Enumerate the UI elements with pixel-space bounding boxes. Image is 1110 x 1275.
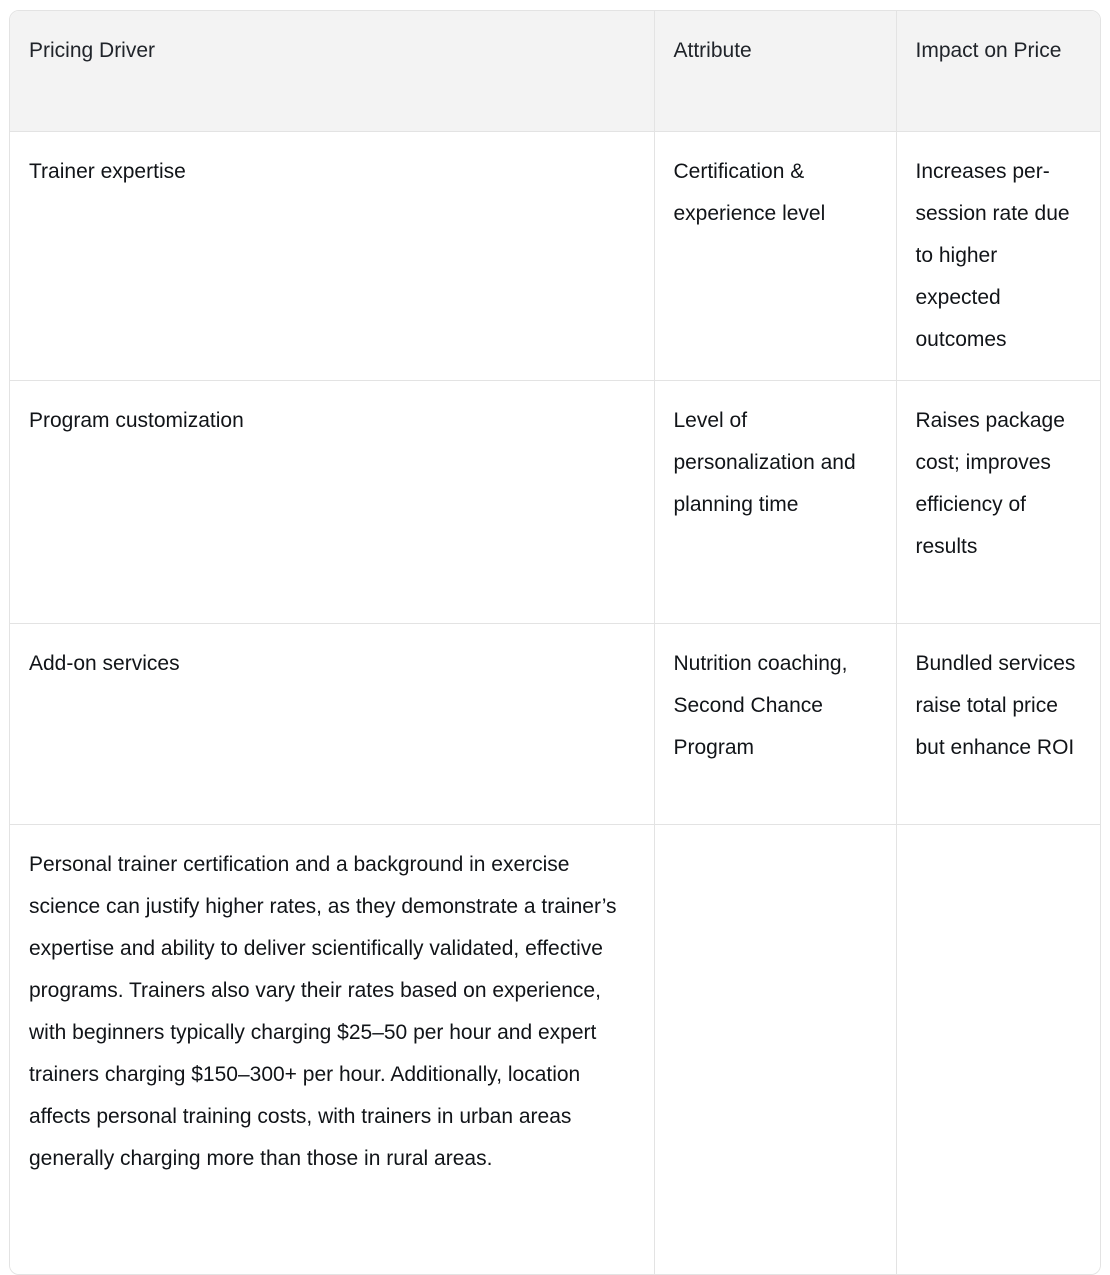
pricing-table-container <box>9 10 1101 1275</box>
table-row <box>10 623 1100 824</box>
pricing-note-text: Personal trainer certification and a background in exercise science can justify higher rates, as they demonstrate a trainer’s expertise and ability to deliver scientifically validated, effective programs. Trainers also vary their rates based on experience, with beginners typically charging $25–50 per hour and expert trainers charging $150–300+ per hour. Additionally, location affects personal training costs, with trainers in urban areas generally charging more than those in rural areas. <box>29 852 617 1170</box>
cell-pricing-driver: Trainer expertise <box>10 131 654 380</box>
table-body <box>10 131 1100 1274</box>
cell-attribute: Certification & experience level <box>654 131 896 380</box>
cell-impact-on-price <box>896 824 1100 1274</box>
table-header <box>10 11 1100 131</box>
cell-attribute: Nutrition coaching, Second Chance Program <box>654 623 896 824</box>
cell-pricing-driver: Add-on services <box>10 623 654 824</box>
cell-impact-on-price: Increases per-session rate due to higher expected outcomes <box>896 131 1100 380</box>
cell-impact-on-price: Bundled services raise total price but enhance ROI <box>896 623 1100 824</box>
cell-pricing-driver: Program customization <box>10 380 654 623</box>
cell-pricing-driver-note <box>10 824 654 1274</box>
cell-impact-on-price: Raises package cost; improves efficiency of results <box>896 380 1100 623</box>
column-header-attribute: Attribute <box>654 11 896 131</box>
column-header-impact-on-price: Impact on Price <box>896 11 1100 131</box>
table-header-row <box>10 11 1100 131</box>
cell-attribute: Level of personalization and planning time <box>654 380 896 623</box>
table-row <box>10 131 1100 380</box>
table-row <box>10 380 1100 623</box>
column-header-pricing-driver: Pricing Driver <box>10 11 654 131</box>
cell-attribute <box>654 824 896 1274</box>
table-row <box>10 824 1100 1274</box>
pricing-drivers-table <box>10 11 1100 1274</box>
